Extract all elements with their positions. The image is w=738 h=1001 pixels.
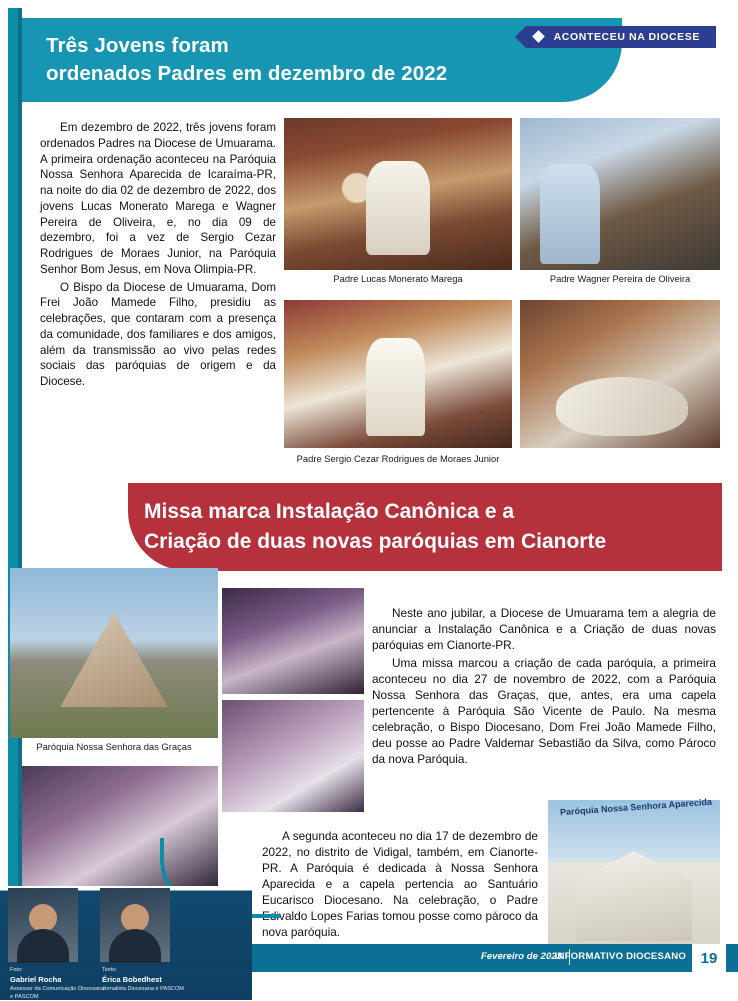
article2-body-bottom (262, 828, 538, 940)
photo-padre-sergio (284, 300, 512, 448)
footer-publication: INFORMATIVO DIOCESANO (554, 951, 686, 962)
article1-paragraph-2: O Bispo da Diocese de Umuarama, Dom Frei João Mamede Filho, presidiu as celebrações, que contaram com a presença da comunidade, dos familiares e dos amigos, além da transmissão ao vivo pelas redes sociais das paróquias de origem e da Diocese. (40, 280, 276, 389)
credit-name-1: Gabriel Rocha (10, 975, 62, 985)
credit-desc-2: Jornalista Diocesana e PASCOM (102, 986, 184, 993)
article1-body (40, 120, 276, 392)
article2-title-line2: Criação de duas novas paróquias em Cianorte (144, 529, 607, 553)
article2-body-top (372, 605, 716, 769)
credit-role-1: Foto: (10, 967, 23, 973)
credit-avatar-1 (8, 888, 78, 962)
article2-title-line1: Missa marca Instalação Canônica e a (144, 500, 515, 523)
credit-item-2 (102, 966, 198, 993)
caption-padre-sergio: Padre Sergio Cezar Rodrigues de Moraes Junior (296, 453, 500, 464)
caption-padre-lucas: Padre Lucas Monerato Marega (333, 273, 463, 284)
photo-padre-wagner (520, 118, 720, 270)
avatar-body-icon (109, 929, 161, 963)
avatar-face-icon (121, 904, 149, 932)
left-accent-bar (8, 8, 18, 992)
article1-paragraph-1: Em dezembro de 2022, três jovens foram ordenados Padres na Diocese de Umuarama. A primeira ordenação aconteceu na Paróquia Nossa Senhora Aparecida de Icaraíma-PR, na noite do dia 02 de dezembro de 2022, dos jovens Lucas Monerato Marega e Wagner Pereira de Oliveira, e, no dia 09 de dezembro, foi a vez de Sergio Cezar Rodrigues de Moraes Junior, na Paróquia Senhor Bom Jesus, em Nova Olimpia-PR. (40, 121, 276, 276)
article2-paragraph-1: Neste ano jubilar, a Diocese de Umuarama tem a alegria de anunciar a Instalação Canônica e a Criação de duas novas paróquias em Cianorte-PR. (372, 606, 716, 653)
avatar-face-icon (29, 904, 57, 932)
photo-bishop-reading (222, 700, 364, 812)
article1-title-line2: ordenados Padres em dezembro de 2022 (46, 62, 448, 86)
ribbon-diamond-icon (532, 30, 545, 43)
section-ribbon (526, 26, 716, 48)
credit-avatar-2 (100, 888, 170, 962)
page-number: 19 (692, 944, 726, 972)
cross-icon (631, 878, 636, 900)
label-paroquia-aparecida: Paróquia Nossa Senhora Aparecida (559, 796, 713, 818)
footer-date: Fevereiro de 2023 (480, 951, 562, 962)
credit-item-1 (10, 966, 106, 1001)
ribbon-label: ACONTECEU NA DIOCESE (553, 31, 700, 43)
article2-paragraph-2: Uma missa marcou a criação de cada paróquia, a primeira aconteceu no dia 27 de novembro de 2022, com a Paróquia Nossa Senhora das Graças, que, antes, era uma capela pertencente à Paróquia São Vicente de Paulo. Na mesma celebração, o Bispo Diocesano, Dom Frei João Mamede Filho, deu posse ao Padre Valdemar Sebastião da Silva, como Pároco da nova Paróquia. (372, 656, 716, 767)
credit-role-2: Texto: (102, 967, 117, 973)
article2-paragraph-3: A segunda aconteceu no dia 17 de dezembro de 2022, no distrito de Vidigal, também, em Cianorte-PR. A Paróquia é dedicada à Nossa Senhora Aparecida e a capela pertencia ao Santuário Eucarisco Diocesano. Na celebração, o Padre Edivaldo Lopes Farias tomou posse como pároco da nova paróquia. (262, 829, 538, 940)
avatar-body-icon (17, 929, 69, 963)
article2-title (144, 497, 724, 557)
caption-paroquia-gracas: Paróquia Nossa Senhora das Graças (36, 741, 192, 752)
article1-title-line1: Três Jovens foram (46, 34, 229, 57)
photo-ordination-prostration (520, 300, 720, 448)
photo-paroquia-nossa-senhora-das-gracas (10, 568, 218, 738)
credit-desc-1: Assessor da Comunicação Diocesana e PASCOM (10, 986, 105, 1001)
caption-padre-wagner: Padre Wagner Pereira de Oliveira (549, 273, 691, 284)
photo-paroquia-nossa-senhora-aparecida (548, 800, 720, 950)
photo-padre-lucas (284, 118, 512, 270)
credit-name-2: Érica Bobedhest (102, 975, 162, 985)
photo-bishop-group (222, 588, 364, 694)
